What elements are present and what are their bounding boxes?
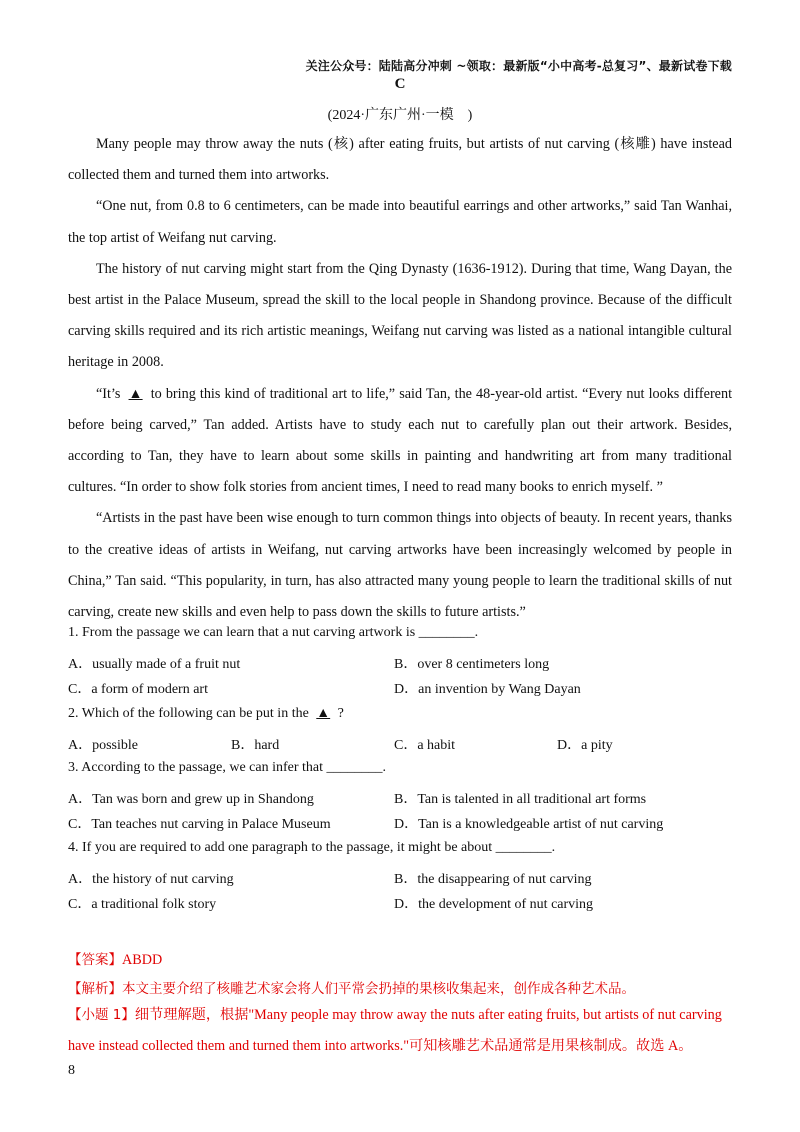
question-stem bbox=[68, 706, 344, 722]
blank-marker: ▲ bbox=[128, 385, 143, 402]
option-a: A．usually made of a fruit nut bbox=[68, 657, 241, 672]
p4-before: “It’s bbox=[96, 385, 121, 402]
answer-line bbox=[68, 948, 162, 969]
subquestion-label: 【小题 1】 bbox=[68, 1007, 135, 1023]
q2-stem-after: ? bbox=[337, 706, 344, 721]
option-b: B．over 8 centimeters long bbox=[394, 657, 550, 672]
option-b: B．the disappearing of nut carving bbox=[394, 872, 592, 887]
option-a: A．Tan was born and grew up in Shandong bbox=[68, 792, 314, 807]
option-b: B．Tan is talented in all traditional art forms bbox=[394, 792, 647, 807]
analysis-text: 本文主要介绍了核雕艺术家会将人们平常会扔掉的果核收集起来，创作成各种艺术品。 bbox=[122, 981, 635, 997]
page-number: 8 bbox=[68, 1063, 75, 1078]
question-stem: 1. From the passage we can learn that a nut carving artwork is ________. bbox=[68, 625, 479, 640]
option-d: D．an invention by Wang Dayan bbox=[394, 682, 581, 697]
option-a: A．possible bbox=[68, 738, 138, 753]
option-b: B．hard bbox=[231, 738, 280, 753]
answer-label: 【答案】 bbox=[68, 952, 122, 968]
answer-value: ABDD bbox=[122, 952, 163, 968]
subquestion-1-analysis bbox=[68, 1000, 732, 1062]
option-c: C．Tan teaches nut carving in Palace Museum bbox=[68, 817, 331, 832]
analysis-label: 【解析】 bbox=[68, 981, 122, 997]
paragraph-5: “Artists in the past have been wise enough to turn common things into objects of beauty. In recent years, thanks to the creative ideas of artists in Weifang, nut carving artworks have been increasingly welcomed by people in China,” Tan said. “This popularity, in turn, has also attracted many young people to learn the traditional skills of nut carving, create new skills and even help to pass down the skills to future artists.” bbox=[68, 510, 732, 621]
subquestion-text: 细节理解题，根据"Many people may throw away the nuts after eating fruits, but artists of nut carving have instead collected them and turned them into artworks."可知核雕艺术品通常是用果核制成。故选 A。 bbox=[68, 1007, 722, 1054]
passage bbox=[68, 129, 732, 628]
option-c: C．a habit bbox=[394, 738, 456, 753]
paragraph-2: “One nut, from 0.8 to 6 centimeters, can be made into beautiful earrings and other artworks,” said Tan Wanhai, the top artist of Weifang nut carving. bbox=[68, 198, 732, 246]
p4-after: to bring this kind of traditional art to life,” said Tan, the 48-year-old artist. “Every nut looks different before being carved,” Tan added. Artists have to study each nut to carefully plan out their artwork. Besides, according to Tan, they have to learn about some skills in painting and handwriting art from many traditional cultures. “In order to show folk stories from ancient times, I need to read many books to enrich myself. ” bbox=[68, 385, 733, 496]
source-line: (2024·广东广州·一模 ) bbox=[327, 108, 473, 123]
paragraph-4 bbox=[68, 379, 732, 504]
header-note: 关注公众号：陆陆高分冲刺 ~领取：最新版“小中高考-总复习”、最新试卷下载 bbox=[305, 59, 732, 73]
paragraph-1: Many people may throw away the nuts (核) after eating fruits, but artists of nut carving (核雕) have instead collected them and turned them into artworks. bbox=[68, 136, 732, 184]
option-d: D．a pity bbox=[557, 738, 613, 753]
analysis-line bbox=[68, 977, 635, 997]
option-d: D．the development of nut carving bbox=[394, 897, 594, 912]
question-stem: 4. If you are required to add one paragraph to the passage, it might be about ________. bbox=[68, 840, 556, 855]
option-a: A．the history of nut carving bbox=[68, 872, 234, 887]
question-stem: 3. According to the passage, we can infer that ________. bbox=[68, 760, 387, 775]
q2-stem-before: 2. Which of the following can be put in the bbox=[68, 706, 309, 721]
option-c: C．a form of modern art bbox=[68, 682, 208, 697]
paragraph-3: The history of nut carving might start from the Qing Dynasty (1636-1912). During that time, Wang Dayan, the best artist in the Palace Museum, spread the skill to the local people in Shandong province. Because of the difficult carving skills required and its rich artistic meanings, Weifang nut carving was listed as a national intangible cultural heritage in 2008. bbox=[68, 260, 732, 371]
option-d: D．Tan is a knowledgeable artist of nut carving bbox=[394, 817, 664, 832]
option-c: C．a traditional folk story bbox=[68, 897, 217, 912]
section-letter: C bbox=[394, 76, 406, 92]
blank-marker: ▲ bbox=[316, 706, 331, 721]
